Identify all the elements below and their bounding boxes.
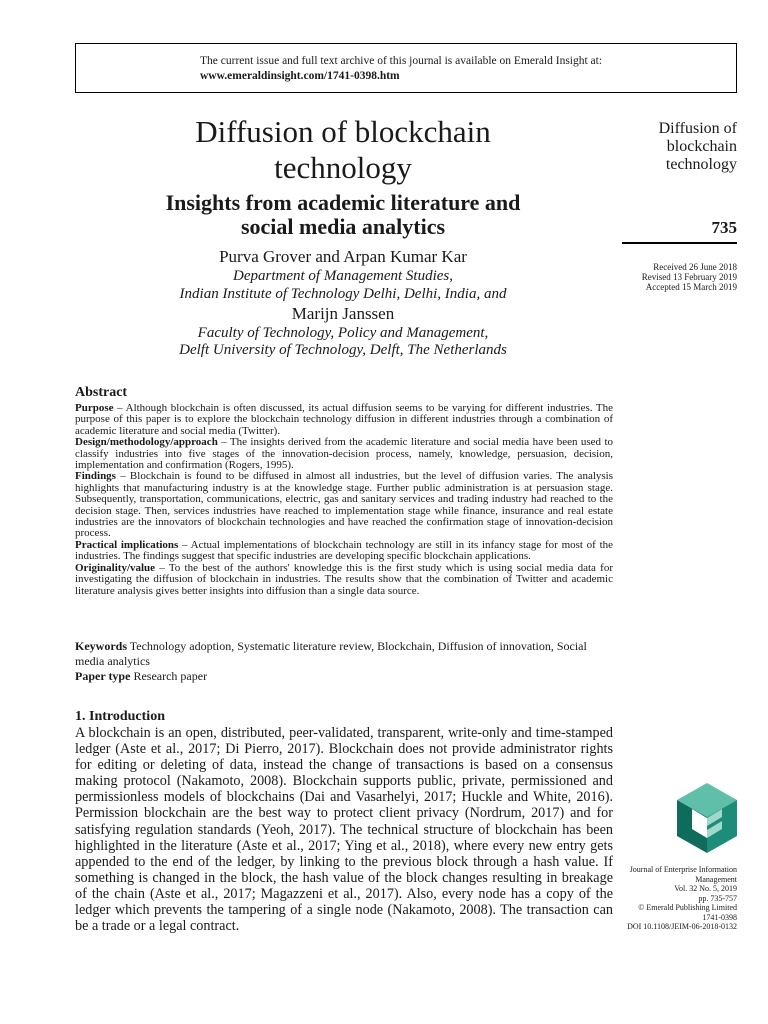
keywords-text: Technology adoption, Systematic literature review, Blockchain, Diffusion of innovation, Social media analytics [75, 639, 587, 668]
practical-text: – Actual implementations of blockchain technology are still in its infancy stage for most of the industries. The findings suggest that specific industries are developing specific blockchain applications. [75, 538, 614, 563]
date-accepted: Accepted 15 March 2019 [645, 282, 737, 292]
keywords [75, 639, 595, 669]
purpose-text: – Although blockchain is often discussed, its actual diffusion seems to be varying for different industries. The purpose of this paper is to explore the blockchain technology diffusion in different industries through a combination of academic literature and social media (Twitter). [75, 402, 613, 437]
page-number: 735 [711, 218, 737, 237]
paper-subtitle-line1: Insights from academic literature and [165, 190, 521, 215]
journal-info [610, 865, 737, 932]
design-label: Design/methodology/approach [75, 436, 218, 449]
affiliation2-line2: Delft University of Technology, Delft, The Netherlands [179, 342, 507, 358]
abstract-body [75, 403, 613, 597]
journal-pages: pp. 735-757 [698, 893, 737, 903]
abstract-purpose [75, 403, 613, 437]
journal-notice-box [75, 43, 737, 93]
findings-text: – Blockchain is found to be diffused in almost all industries, but the level of diffusion varies. The analysis highlights that manufacturing industry is at the knowledge stage. Further public administration is at persuasion stage. Subsequently, transportation, communications, electric, gas and sanitary services and trading industry had reached to the decision stage. Then, services industries have reached to implementation stage while finance, insurance and real estate industries are the innovators of blockchain technologies and have reached the confirmation stage of innovation-decision process. [75, 470, 613, 540]
abstract-heading: Abstract [75, 385, 128, 400]
notice-url[interactable]: www.emeraldinsight.com/1741-0398.htm [200, 70, 400, 82]
journal-issn: 1741-0398 [702, 912, 737, 922]
abstract-originality [75, 563, 613, 597]
intro-paragraph: A blockchain is an open, distributed, peer-validated, transparent, write-only and time-stamped ledger (Aste et al., 2017; Di Pierro, 2017). Blockchain does not provide administrator rights for editing or deleting of data, instead the change of transactions is based on a consensus making protocol (Nakamoto, 2008). Blockchain supports public, private, permissioned and permissionless models of blockchains (Dai and Vasarhelyi, 2017; Huckle and White, 2016). Permission blockchain are the best way to protect client privacy (Nordrum, 2017) and for satisfying regulation standards (Yeoh, 2017). The technical structure of blockchain has been highlighted in the literature (Aste et al., 2017; Ying et al., 2018), where every new entry gets appended to the end of the ledger, by linking to the previous block through a hash value. If something is changed in the block, the hash value of the block changes resulting in breakage of the chain (Aste et al., 2017; Magazzeni et al., 2017). Also, every node has a copy of the ledger which prevents the tampering of a single node (Nakamoto, 2008). The transaction can be a trade or a legal contract. [75, 725, 613, 935]
journal-doi[interactable]: DOI 10.1108/JEIM-06-2018-0132 [627, 922, 737, 931]
running-title-line: blockchain [666, 138, 737, 155]
abstract-design [75, 437, 613, 471]
intro-body [75, 725, 613, 934]
paper-type-label: Paper type [75, 669, 131, 683]
intro-heading: 1. Introduction [75, 709, 165, 724]
history-dates [600, 262, 737, 292]
purpose-label: Purpose [75, 402, 114, 414]
journal-name: Journal of Enterprise Information [629, 865, 737, 874]
practical-label: Practical implications [75, 538, 179, 551]
authors-group1: Purva Grover and Arpan Kumar Kar [219, 247, 467, 266]
originality-label: Originality/value [75, 561, 156, 574]
affiliation2-line1: Faculty of Technology, Policy and Management, [197, 325, 489, 341]
journal-name-cont: Management [695, 874, 737, 884]
affiliation1-line1: Department of Management Studies, [233, 268, 453, 284]
margin-rule [622, 242, 737, 244]
affiliation1-line2: Indian Institute of Technology Delhi, Delhi, India, and [179, 286, 507, 302]
paper-type-text: Research paper [130, 669, 208, 683]
authors-group2: Marijn Janssen [291, 304, 395, 323]
running-title [620, 120, 737, 174]
design-text: – The insights derived from the academic literature and social media have been used to classify industries into five stages of the innovation-decision process, namely, knowledge, persuasion, decision, implementation and confirmation (Rogers, 1995). [75, 436, 613, 472]
abstract-findings [75, 471, 613, 539]
keywords-label: Keywords [75, 639, 127, 653]
running-title-line: technology [665, 156, 737, 173]
journal-copyright: © Emerald Publishing Limited [638, 903, 737, 912]
running-title-line: Diffusion of [658, 120, 737, 137]
notice-text: The current issue and full text archive of this journal is available on Emerald Insight at: [200, 55, 603, 67]
date-revised: Revised 13 February 2019 [641, 272, 737, 282]
paper-subtitle-line2: social media analytics [240, 214, 446, 239]
paper-title-line2: technology [274, 150, 412, 185]
paper-type [75, 669, 207, 684]
findings-label: Findings [75, 470, 116, 483]
journal-volume: Vol. 32 No. 5, 2019 [674, 884, 737, 893]
emerald-logo-icon [677, 783, 737, 853]
paper-title-line1: Diffusion of blockchain [195, 114, 491, 149]
date-received: Received 26 June 2018 [653, 262, 737, 272]
abstract-practical [75, 540, 613, 563]
originality-text: – To the best of the authors' knowledge this is the first study which is using social media data for investigating the diffusion of blockchain in industries. The results show that the combination of Twitter and academic literature analysis gives better insights into diffusion than a single data source. [75, 561, 613, 597]
